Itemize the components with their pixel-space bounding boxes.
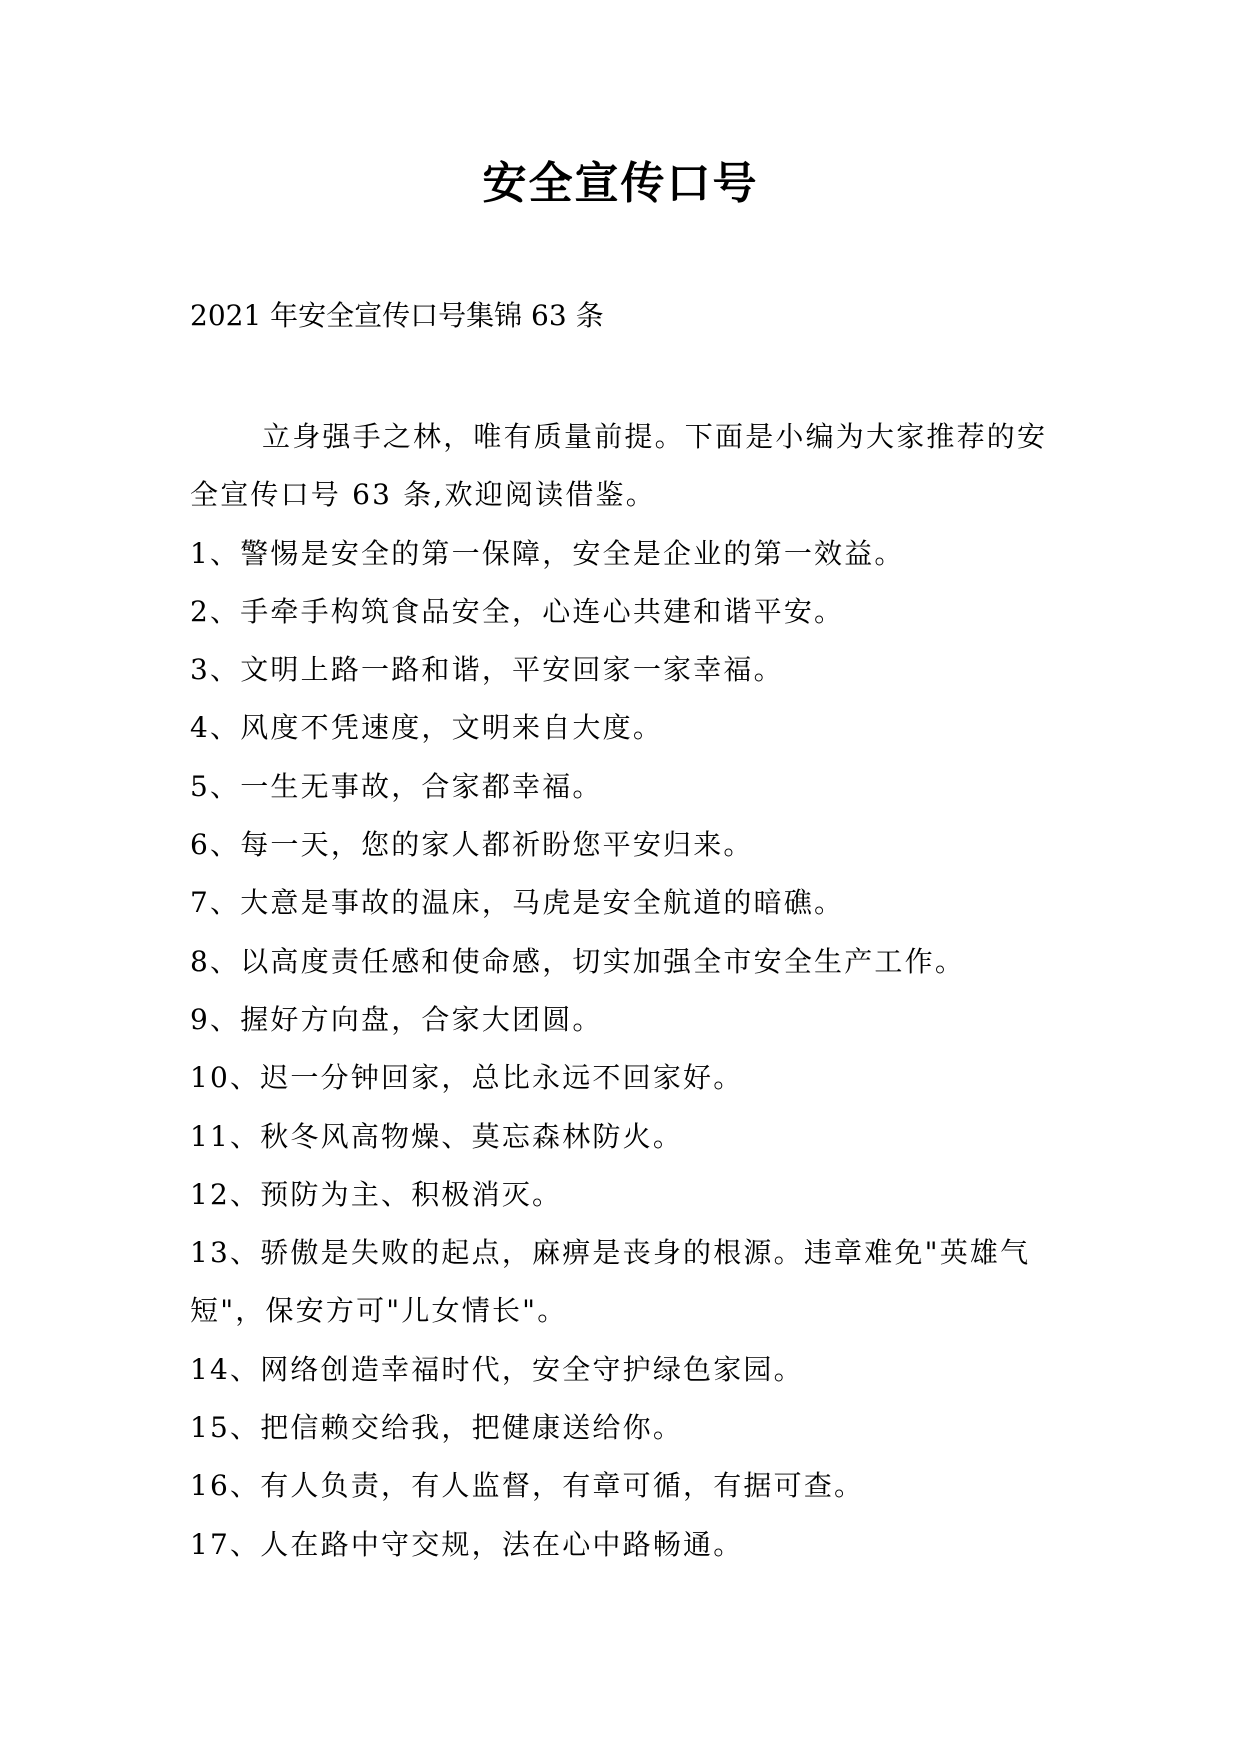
document-body: [190, 408, 1060, 1574]
slogan-item: 14、网络创造幸福时代，安全守护绿色家园。: [190, 1352, 804, 1386]
slogan-item: 4、风度不凭速度，文明来自大度。: [190, 711, 664, 745]
slogan-item: 3、文明上路一路和谐，平安回家一家幸福。: [190, 653, 784, 687]
slogan-item: 5、一生无事故，合家都幸福。: [190, 769, 603, 803]
slogan-item: 7、大意是事故的温床，马虎是安全航道的暗礁。: [190, 886, 845, 920]
intro-paragraph: 立身强手之林，唯有质量前提。下面是小编为大家推荐的安全宣传口号 63 条,欢迎阅读借鉴。: [190, 420, 1048, 512]
slogan-item: 10、迟一分钟回家，总比永远不回家好。: [190, 1061, 744, 1095]
slogan-item: 8、以高度责任感和使命感，切实加强全市安全生产工作。: [190, 944, 966, 978]
slogan-item: 16、有人负责，有人监督，有章可循，有据可查。: [190, 1469, 865, 1503]
slogan-item: 17、人在路中守交规，法在心中路畅通。: [190, 1527, 744, 1561]
slogan-item: 2、手牵手构筑食品安全，心连心共建和谐平安。: [190, 594, 845, 628]
slogan-item: 15、把信赖交给我，把健康送给你。: [190, 1411, 684, 1445]
slogan-item: 1、警惕是安全的第一保障，安全是企业的第一效益。: [190, 536, 905, 570]
slogan-item: 12、预防为主、积极消灭。: [190, 1177, 563, 1211]
slogan-item: 6、每一天，您的家人都祈盼您平安归来。: [190, 828, 754, 862]
slogan-item: 11、秋冬风高物燥、莫忘森林防火。: [190, 1119, 684, 1153]
document-title: 安全宣传口号: [482, 158, 759, 209]
slogan-item: 9、握好方向盘，合家大团圆。: [190, 1002, 603, 1036]
slogan-item: 13、骄傲是失败的起点，麻痹是丧身的根源。违章难免"英雄气短"，保安方可"儿女情长"。: [190, 1236, 1031, 1328]
document-subtitle: 2021 年安全宣传口号集锦 63 条: [190, 299, 604, 332]
